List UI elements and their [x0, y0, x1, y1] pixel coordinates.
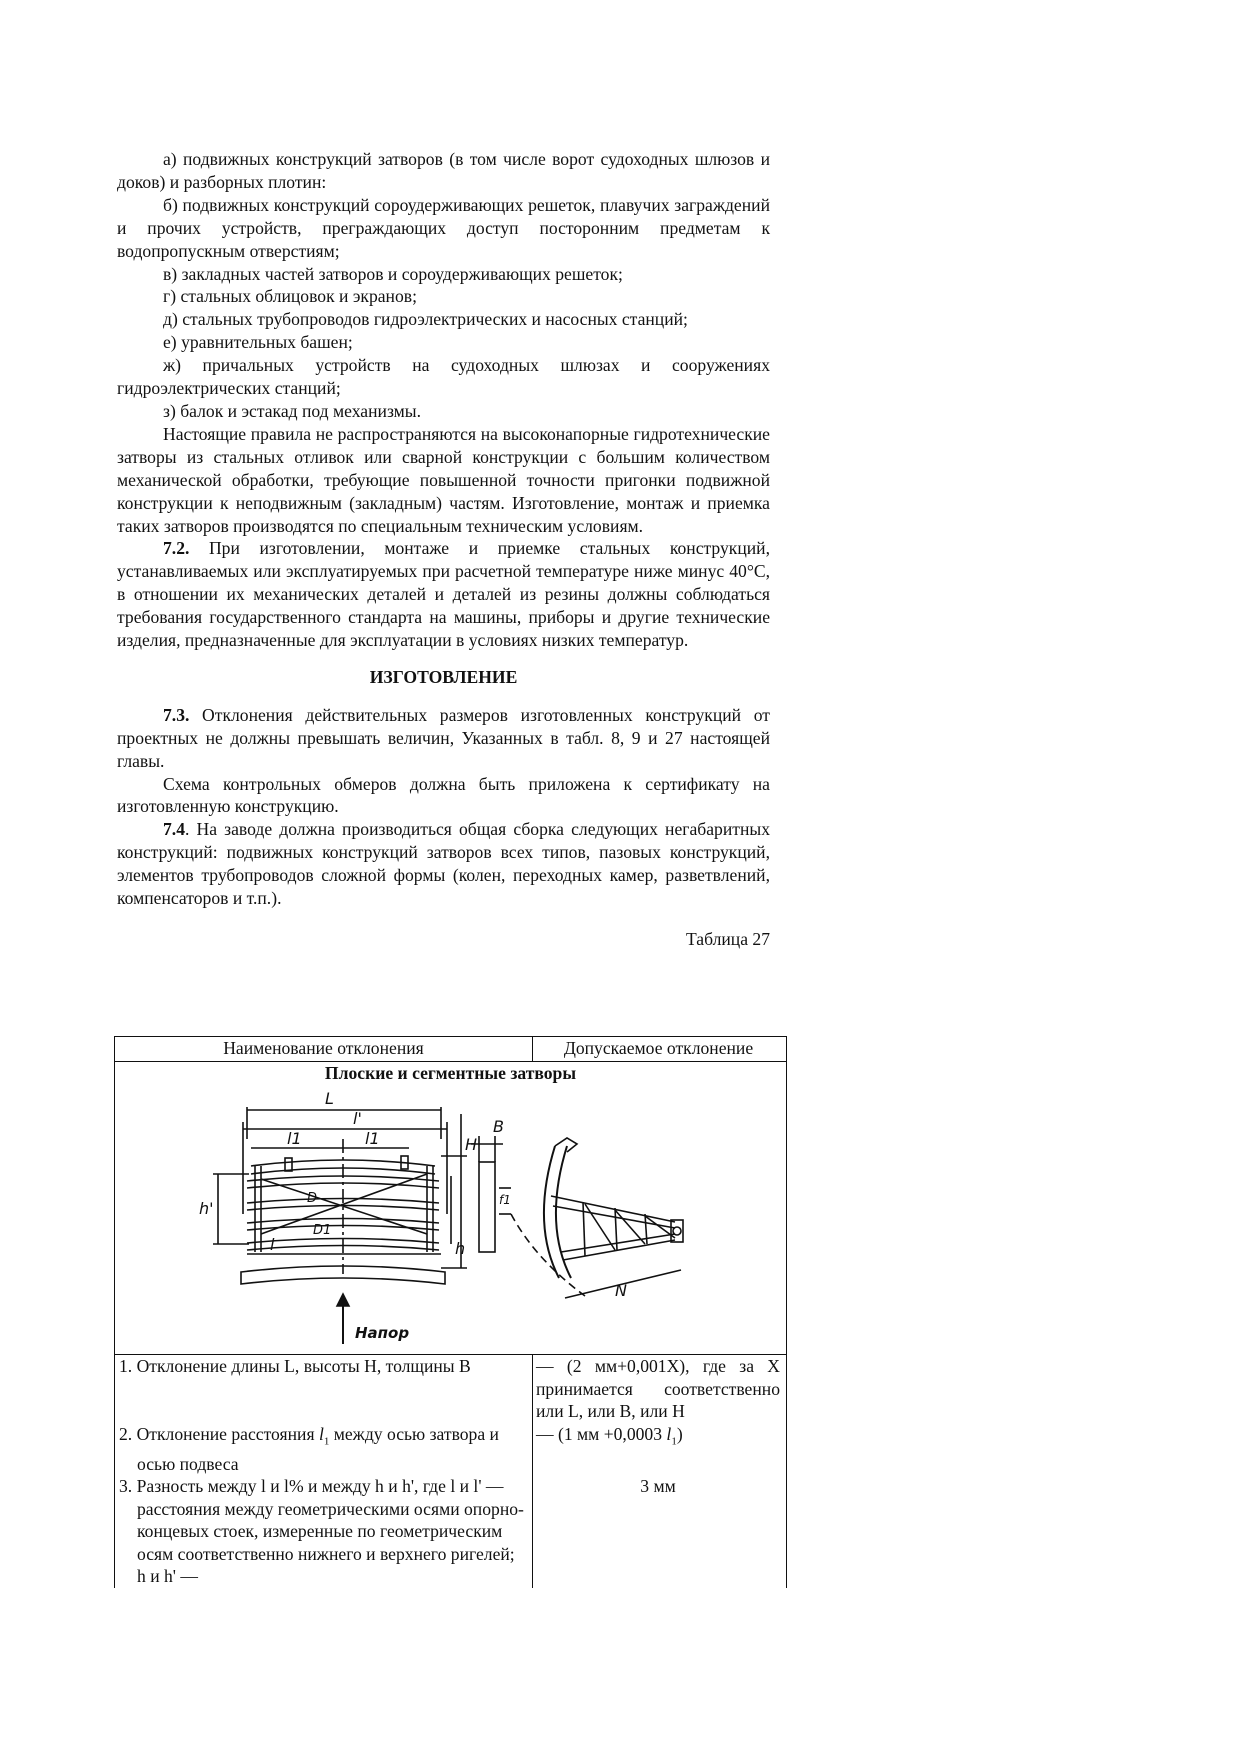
- label-l1-left: l1: [287, 1129, 302, 1148]
- pivot-icon: [673, 1227, 681, 1235]
- paragraph-7-3: [117, 704, 770, 773]
- label-h-prime: h': [199, 1199, 214, 1218]
- body-text: [117, 148, 770, 951]
- segment-strut: [645, 1214, 647, 1244]
- radius-arc: [511, 1214, 585, 1296]
- paragraph-g: г) стальных облицовок и экранов;: [163, 286, 417, 307]
- gate-section: [479, 1162, 495, 1252]
- row-3-name: 3. Разность между l и l% и между h и h', где l и l' — расстояния между геометрическими осями опорно-концевых стоек, измеренные по геометрическим осям соответственно нижнего и верхнего ригелей; h и h' —: [119, 1476, 524, 1587]
- table-section-title: Плоские и сегментные затворы: [324, 1063, 577, 1083]
- label-napor: Напор: [355, 1324, 410, 1342]
- label-l: l: [270, 1235, 275, 1254]
- name-column: [115, 1355, 533, 1588]
- segment-strut: [585, 1204, 615, 1250]
- clause-7-3-number: 7.3.: [163, 704, 190, 725]
- arrow-head-icon: [337, 1294, 349, 1306]
- paragraph-7-2: [117, 537, 770, 652]
- row-2-value-part-b: ): [676, 1423, 683, 1444]
- gate-diagram: [115, 1084, 786, 1355]
- label-l-prime: l': [353, 1109, 362, 1128]
- clause-7-3-text: Отклонения действительных размеров изготовленных конструкций от проектных не должны превышать величин, Указанных в табл. 8, 9 и 27 настоящей главы.: [117, 704, 770, 771]
- row-2-name-sub: 1: [323, 1435, 330, 1448]
- row-2-value-sub: 1: [671, 1435, 677, 1448]
- header-tolerance: Допускаемое отклонение: [563, 1038, 754, 1058]
- label-L: L: [325, 1089, 334, 1108]
- row-2-name-var: l: [318, 1423, 324, 1444]
- row-2-value-part-a: — (1 мм +0,0003: [536, 1423, 667, 1444]
- clause-7-4-number: 7.4: [163, 819, 185, 840]
- row-2-name: [119, 1423, 526, 1476]
- paragraph-d: д) стальных трубопроводов гидроэлектрических и насосных станций;: [163, 309, 688, 330]
- table-27: [114, 1036, 787, 1588]
- label-l1-right: l1: [365, 1129, 380, 1148]
- label-N: N: [615, 1281, 627, 1300]
- label-D: D: [307, 1191, 318, 1206]
- tolerance-column: [533, 1355, 784, 1588]
- paragraph-7-4: [117, 818, 770, 910]
- table-header: [115, 1036, 786, 1062]
- clause-7-2-text: При изготовлении, монтаже и приемке стальных конструкций, устанавливаемых или эксплуатируемых при расчетной температуре ниже минус 40°С, в отношении их механических деталей и деталей из резины должны соблюдаться требования государственного стандарта на машины, приборы и другие технические изделия, предназначенные для эксплуатации в условиях низких температур.: [117, 538, 770, 651]
- row-2-name-part-b: между осью затвора и осью подвеса: [137, 1423, 499, 1474]
- label-f1: f1: [499, 1193, 511, 1207]
- label-h: h: [455, 1239, 466, 1258]
- clause-7-4-text: . На заводе должна производиться общая сборка следующих негабаритных конструкций: подвижных конструкций затворов всех типов, пазовых конструкций, элементов трубопроводов сложной формы (колен, переходных камер, разветвлений, компенсаторов и т.п.).: [117, 819, 770, 909]
- paragraph-7-3-scheme: Схема контрольных обмеров должна быть приложена к сертификату на изготовленную конструкцию.: [117, 773, 770, 817]
- row-2-name-part-a: 2. Отклонение расстояния: [119, 1423, 319, 1444]
- section-heading: ИЗГОТОВЛЕНИЕ: [369, 666, 518, 687]
- row-3-value: 3 мм: [640, 1475, 676, 1496]
- row-2-value: [536, 1423, 780, 1453]
- label-D1: D1: [313, 1223, 332, 1238]
- paragraph-e: е) уравнительных башен;: [163, 332, 353, 353]
- clause-7-2-number: 7.2.: [163, 538, 190, 559]
- row-1-spacer: [119, 1378, 526, 1423]
- row-1-name: 1. Отклонение длины L, высоты H, толщины B: [119, 1356, 471, 1376]
- header-name: Наименование отклонения: [115, 1037, 533, 1061]
- gate-diagram-svg: [115, 1084, 784, 1354]
- paragraph-scope: Настоящие правила не распространяются на высоконапорные гидротехнические затворы из стальных отливок или сварной конструкции с большим количеством механической обработки, требующие повышенной точности пригонки подвижной конструкции к неподвижным (закладным) частям. Изготовление, монтаж и приемка таких затворов производятся по специальным техническим условиям.: [117, 423, 770, 536]
- paragraph-zh: ж) причальных устройств на судоходных шлюзах и сооружениях гидроэлектрических станций;: [117, 355, 770, 399]
- label-B: B: [493, 1117, 504, 1136]
- paragraph-a: а) подвижных конструкций затворов (в том числе ворот судоходных шлюзов и доков) и разборных плотин:: [117, 149, 770, 192]
- hinge: [285, 1158, 292, 1171]
- label-H: H: [465, 1135, 478, 1154]
- table-body: [115, 1355, 786, 1588]
- paragraph-b: б) подвижных конструкций сороудерживающих решеток, плавучих заграждений и прочих устройств, преграждающих доступ посторонним предметам к водопропускным отверстиям;: [117, 194, 770, 261]
- row-1-value: — (2 мм+0,001X), где за X принимается соответственно или L, или B, или H: [536, 1356, 780, 1421]
- row-2-value-var: l: [666, 1423, 672, 1444]
- paragraph-z: з) балок и эстакад под механизмы.: [163, 400, 421, 421]
- paragraph-v: в) закладных частей затворов и сороудерживающих решеток;: [163, 263, 623, 284]
- table-caption: Таблица 27: [685, 929, 770, 949]
